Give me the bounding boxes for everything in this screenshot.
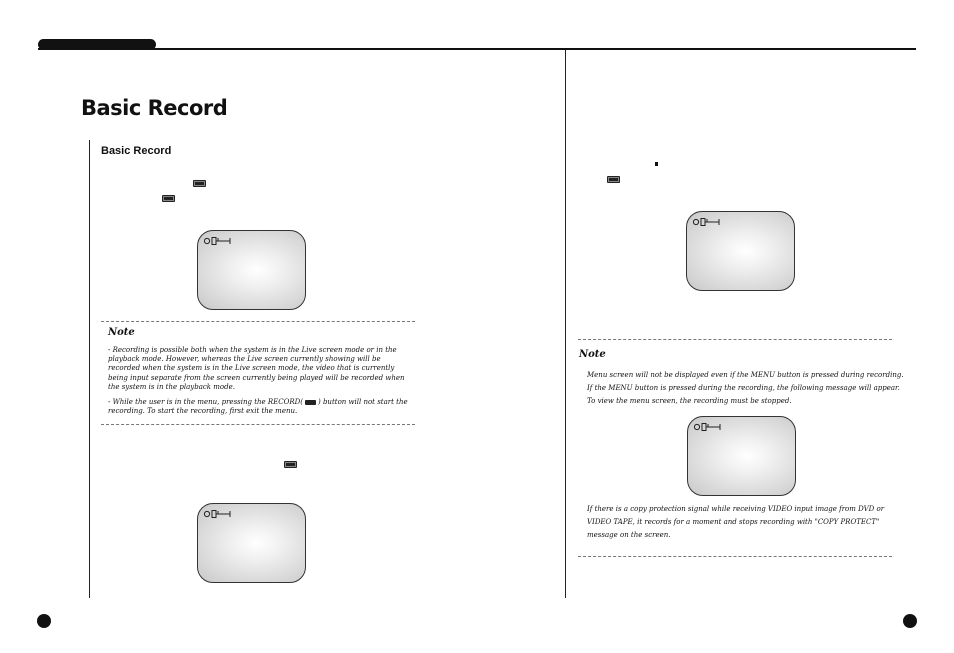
record-osd-icon [204, 236, 234, 246]
note-divider [578, 556, 892, 557]
note-item-text: ) button will not start the recording. To start the recording, first exit the menu. [108, 398, 408, 416]
page-title: Basic Record [81, 96, 228, 120]
monitor-screen [687, 416, 796, 496]
monitor-screen [197, 230, 306, 310]
note-divider [101, 321, 415, 322]
note-item [108, 346, 408, 392]
section-subheading: Basic Record [101, 145, 172, 157]
section-bar [89, 140, 90, 598]
record-button-icon [193, 180, 206, 187]
record-button-icon [607, 176, 620, 183]
page-corner-dot [37, 614, 51, 628]
note-item-text: - Recording is possible both when the system is in the Live screen mode or in the playback mode. However, whereas the Live screen currently showing will be recorded when the system is in the Live screen mode, the video that is currently being input separate from the screen currently being played will be recorded when the system is in the playback mode. [108, 346, 405, 391]
note-heading: Note [579, 349, 606, 360]
header-rule [38, 48, 916, 50]
note-line: To view the menu screen, the recording must be stopped. [587, 397, 792, 405]
record-button-icon [305, 400, 316, 405]
note-paragraph [587, 503, 907, 542]
note-divider [101, 424, 415, 425]
note-item [108, 398, 410, 416]
note-line: message on the screen. [587, 531, 671, 539]
note-line: If the MENU button is pressed during the recording, the following message will appear. [587, 384, 900, 392]
note-heading: Note [108, 327, 135, 338]
note-line: Menu screen will not be displayed even if the MENU button is pressed during recording. [587, 371, 904, 379]
bullet-icon [655, 162, 658, 166]
note-item-text: - While the user is in the menu, pressing the RECORD( [108, 398, 303, 406]
page-corner-dot [903, 614, 917, 628]
monitor-screen [686, 211, 795, 291]
record-osd-icon [694, 422, 724, 432]
note-line: If there is a copy protection signal while receiving VIDEO input image from DVD or [587, 505, 885, 513]
record-button-icon [162, 195, 175, 202]
note-paragraph [587, 369, 907, 408]
record-button-icon [284, 461, 297, 468]
note-line: VIDEO TAPE, it records for a moment and stops recording with "COPY PROTECT" [587, 518, 880, 526]
page-divider [565, 50, 566, 598]
record-osd-icon [204, 509, 234, 519]
monitor-screen [197, 503, 306, 583]
record-osd-icon [693, 217, 723, 227]
note-divider [578, 339, 892, 340]
